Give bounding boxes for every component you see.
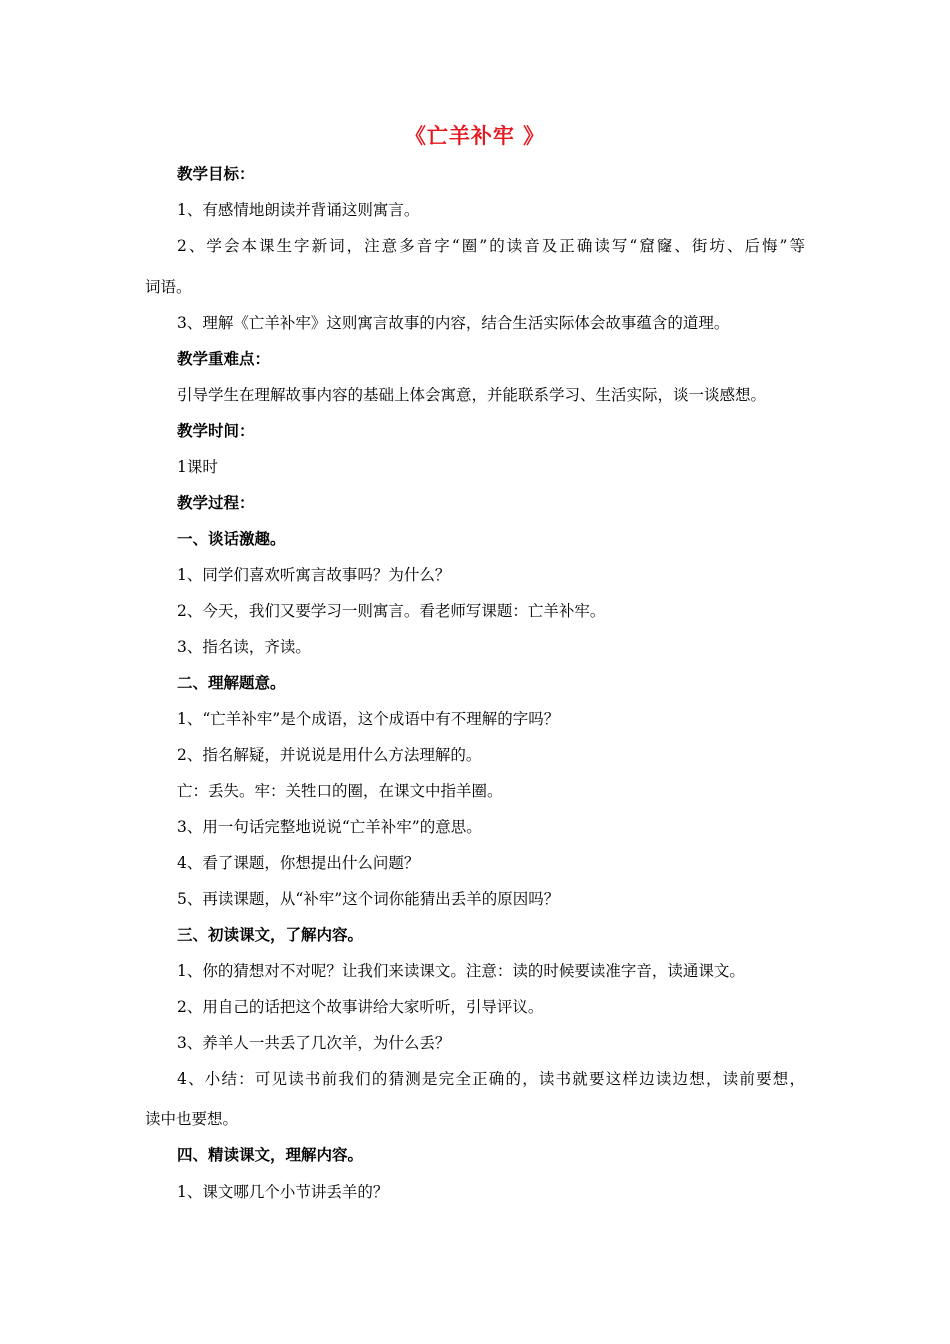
process-heading: 教学过程： xyxy=(177,494,255,512)
section-heading: 三、初读课文，了解内容。 xyxy=(177,926,364,944)
page-title: 《亡羊补牢 》 xyxy=(404,123,546,148)
key-points-heading: 教学重难点： xyxy=(177,350,271,368)
goals-heading: 教学目标： xyxy=(177,165,255,183)
list-item: 5、再读课题，从“补牢”这个词你能猜出丢羊的原因吗？ xyxy=(177,890,560,908)
list-item: 2、指名解疑，并说说是用什么方法理解的。 xyxy=(177,746,482,764)
list-item: 3、养羊人一共丢了几次羊，为什么丢？ xyxy=(177,1034,451,1052)
goal-item: 2、学会本课生字新词，注意多音字“圈”的读音及正确读写“窟窿、街坊、后悔”等 xyxy=(177,237,805,255)
section-heading: 一、谈话激趣。 xyxy=(177,530,286,548)
list-item: 4、看了课题，你想提出什么问题？ xyxy=(177,854,420,872)
goal-item: 3、理解《亡羊补牢》这则寓言故事的内容，结合生活实际体会故事蕴含的道理。 xyxy=(177,314,730,332)
list-item: 3、指名读，齐读。 xyxy=(177,638,311,656)
list-item: 2、今天，我们又要学习一则寓言。看老师写课题：亡羊补牢。 xyxy=(177,602,606,620)
list-item: 1、同学们喜欢听寓言故事吗？为什么？ xyxy=(177,566,451,584)
list-item-continuation: 读中也要想。 xyxy=(145,1110,239,1128)
time-heading: 教学时间： xyxy=(177,422,255,440)
list-item: 3、用一句话完整地说说“亡羊补牢”的意思。 xyxy=(177,818,482,836)
goal-item-continuation: 词语。 xyxy=(145,278,192,296)
time-text: 1课时 xyxy=(177,458,218,476)
section-heading: 四、精读课文，理解内容。 xyxy=(177,1146,364,1164)
list-item: 2、用自己的话把这个故事讲给大家听听，引导评议。 xyxy=(177,998,544,1016)
definition-text: 亡：丢失。牢：关牲口的圈，在课文中指羊圈。 xyxy=(177,782,503,800)
list-item: 1、你的猜想对不对呢？让我们来读课文。注意：读的时候要读准字音，读通课文。 xyxy=(177,962,745,980)
key-points-text: 引导学生在理解故事内容的基础上体会寓意，并能联系学习、生活实际，谈一谈感想。 xyxy=(177,386,767,404)
section-heading: 二、理解题意。 xyxy=(177,674,286,692)
list-item: 1、“亡羊补牢”是个成语，这个成语中有不理解的字吗？ xyxy=(177,710,560,728)
list-item: 4、小结：可见读书前我们的猜测是完全正确的，读书就要这样边读边想，读前要想， xyxy=(177,1070,805,1088)
list-item: 1、课文哪几个小节讲丢羊的？ xyxy=(177,1183,389,1201)
goal-item: 1、有感情地朗读并背诵这则寓言。 xyxy=(177,201,420,219)
